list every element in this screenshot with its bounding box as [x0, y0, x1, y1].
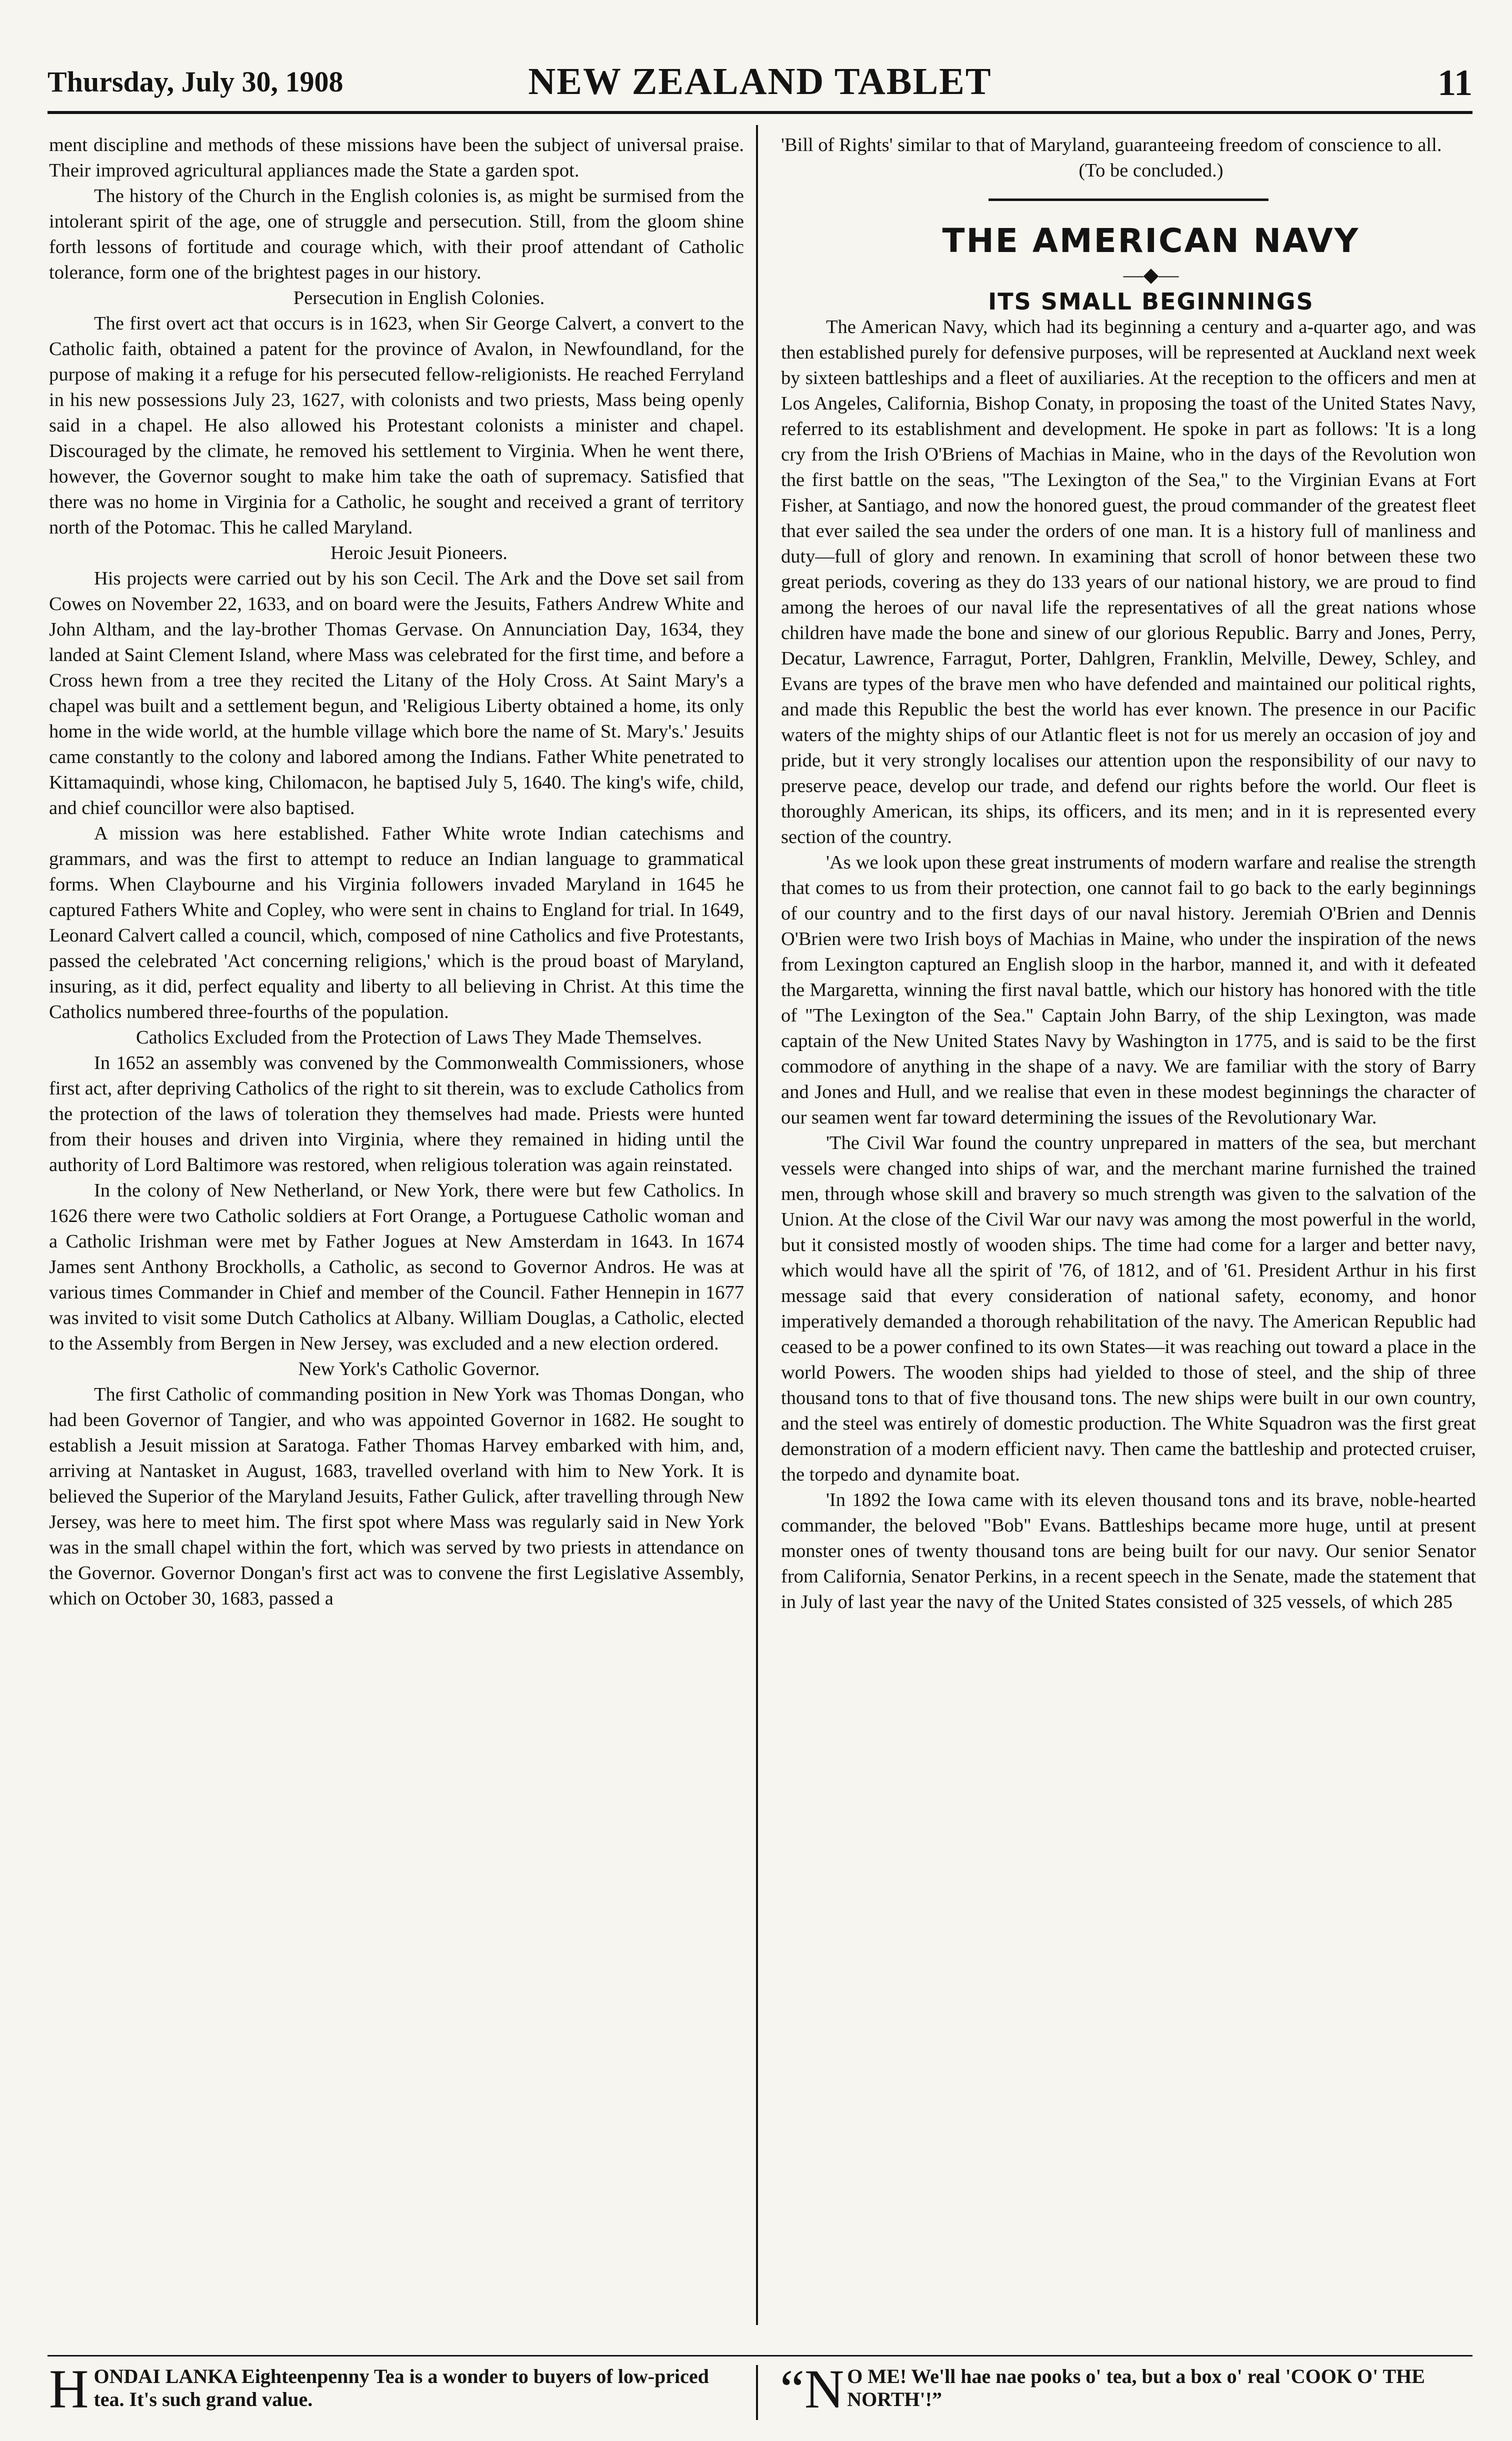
article-separator: [988, 198, 1268, 201]
paragraph: The American Navy, which had its beginning a century and a-quarter ago, and was then established purely for defensive purposes, will be represented at Auckland next week by sixteen battleships and a fleet of auxiliaries. At the reception to the officers and men at Los Angeles, California, Bishop Conaty, in proposing the toast of the United States Navy, referred to its establishment and development. He spoke in part as follows: 'It is a long cry from the Irish O'Briens of Machias in Maine, who in the days of the Revolution won the first battle on the seas, "The Lexington of the Sea," to the Virginian Evans at Fort Fisher, at Santiago, and now the honored guest, the proud commander of the greatest fleet that ever sailed the sea under the orders of one man. It is a history full of manliness and duty—full of glory and renown. In examining that scroll of honor between these two great periods, covering as they do 133 years of our national history, we are proud to find among the heroes of our naval life the representatives of all the great nations whose children have made the bone and sinew of our glorious Republic. Barry and Jones, Perry, Decatur, Lawrence, Farragut, Porter, Dahlgren, Franklin, Melville, Dewey, Schley, and Evans are types of the brave men who have defended and maintained our political rights, and made this Republic the best the world has ever known. The presence in our Pacific waters of the mighty ships of our Atlantic fleet is not for us merely an occasion of joy and pride, but it very strongly localises our attention upon the responsibility of our navy to preserve peace, develop our trade, and defend our rights before the world. Our fleet is thoroughly American, its ships, its officers, and its men; and in it is represented every section of the country.: [781, 316, 1476, 848]
newspaper-title: NEW ZEALAND TABLET: [528, 60, 992, 102]
footer-divider: [756, 2365, 758, 2420]
paragraph: His projects were carried out by his son Cecil. The Ark and the Dove set sail from Cowes on November 22, 1633, and on board were the Jesuits, Fathers Andrew White and John Altham, and the lay-brother Thomas Gervase. On Annunciation Day, 1634, they landed at Saint Clement Island, where Mass was celebrated for the first time, and before a Cross hewn from a tree they recited the Litany of the Holy Cross. At Saint Mary's a chapel was built and a settlement begun, and 'Religious Liberty obtained a home, its only home in the wide world, at the humble village which bore the name of St. Mary's.' Jesuits came constantly to the colony and labored among the Indians. Father White penetrated to Kittamaquindi, whose king, Chilomacon, he baptised July 5, 1640. The king's wife, child, and chief councillor were also baptised.: [49, 568, 744, 818]
paragraph: In 1652 an assembly was convened by the Commonwealth Commissioners, whose first act, after depriving Catholics of the right to sit therein, was to exclude Catholics from the protection of the laws of toleration they themselves had made. Priests were hunted from their houses and driven into Virginia, where they remained in hiding until the authority of Lord Baltimore was restored, when religious toleration was again reinstated.: [49, 1052, 744, 1176]
ornament-divider: —◆—: [1123, 264, 1179, 286]
section-subhead: Heroic Jesuit Pioneers.: [330, 542, 508, 564]
paragraph: The first Catholic of commanding position in New York was Thomas Dongan, who had been Governor of Tangier, and who was appointed Governor in 1682. He sought to establish a Jesuit mission at Saratoga. Father Thomas Harvey embarked with him, and, arriving at Nantasket in August, 1683, travelled overland with him to New York. It is believed the Superior of the Maryland Jesuits, Father Gulick, after travelling through New Jersey, was here to meet him. The first spot where Mass was regularly said in New York was in the small chapel within the fort, which was served by two priests in attendance on the Governor. Governor Dongan's first act was to convene the first Legislative Assembly, which on October 30, 1683, passed a: [49, 1384, 744, 1609]
footer-rule: [48, 2355, 1472, 2356]
continuation-paragraph: 'Bill of Rights' similar to that of Maryland, guaranteeing freedom of conscience to all.: [781, 134, 1442, 156]
paragraph: 'As we look upon these great instruments of modern warfare and realise the strength that comes to us from their protection, one cannot fail to go back to the early beginnings of our country and to the first days of our naval history. Jeremiah O'Brien and Dennis O'Brien were two Irish boys of Machias in Maine, who under the inspiration of the news from Lexington captured an English sloop in the harbor, manned it, and with it defeated the Margaretta, winning the first naval battle, which our history has honored with the title of "The Lexington of the Sea." Captain John Barry, of the ship Lexington, was made captain of the New United States Navy by Washington in 1775, and is said to be the first commodore of anything in the shape of a navy. We are familiar with the story of Barry and Jones and Hull, and we realise that even in these modest beginnings the character of our seamen went far toward determining the issues of the Revolutionary War.: [781, 852, 1476, 1128]
left-column: [49, 132, 744, 1612]
ad-text: O ME! We'll hae nae pooks o' tea, but a box o' real 'COOK O' THE NORTH'!”: [847, 2365, 1425, 2410]
paragraph: 'In 1892 the Iowa came with its eleven thousand tons and its brave, noble-hearted commander, the beloved "Bob" Evans. Battleships became more huge, until at present monster ones of twenty thousand tons are being built for our navy. Our senior Senator from California, Senator Perkins, in a recent speech in the Senate, made the statement that in July of last year the navy of the United States consisted of 325 vessels, of which 285: [781, 1490, 1476, 1612]
advertisement-hondai-lanka: [49, 2358, 739, 2420]
section-subhead: New York's Catholic Governor.: [298, 1358, 540, 1380]
section-subhead: Catholics Excluded from the Protection of Laws They Made Themselves.: [136, 1027, 702, 1048]
article-subheadline: ITS SMALL BEGINNINGS: [988, 288, 1314, 315]
right-column: [781, 132, 1476, 1615]
paragraph: The history of the Church in the English colonies is, as might be surmised from the intolerant spirit of the age, one of struggle and persecution. Still, from the gloom shine forth lessons of fortitude and courage which, with their proof attendant of Catholic tolerance, form one of the brightest pages in our history.: [49, 186, 744, 283]
page-number: 11: [1438, 62, 1472, 104]
advertisement-cook-o-the-north: [780, 2358, 1475, 2420]
to-be-concluded-note: (To be concluded.): [1078, 160, 1224, 181]
masthead-rule: [48, 111, 1472, 114]
paragraph: ment discipline and methods of these missions have been the subject of universal praise. Their improved agricultural appliances made the State a garden spot.: [49, 134, 744, 181]
drop-cap: H: [49, 2358, 89, 2420]
drop-cap: “N: [780, 2358, 844, 2420]
masthead: [48, 60, 1472, 110]
paragraph: The first overt act that occurs is in 1623, when Sir George Calvert, a convert to the Catholic faith, obtained a patent for the province of Avalon, in Newfoundland, for the purpose of making it a refuge for his persecuted fellow-religionists. He reached Ferryland in his new possessions July 23, 1627, with colonists and two priests, Mass being openly said in a chapel. He also allowed his Protestant colonists a minister and chapel. Discouraged by the climate, he removed his settlement to Virginia. When he went there, however, the Governor sought to make him take the oath of supremacy. Satisfied that there was no home in Virginia for a Catholic, he sought and received a grant of territory north of the Potomac. This he called Maryland.: [49, 313, 744, 538]
paragraph: In the colony of New Netherland, or New York, there were but few Catholics. In 1626 there were two Catholic soldiers at Fort Orange, a Portuguese Catholic woman and a Catholic Irishman were met by Father Jogues at New Amsterdam in 1643. In 1674 James sent Anthony Brockholls, a Catholic, as second to Governor Andros. He was at various times Commander in Chief and member of the Council. Father Hennepin in 1677 was invited to visit some Dutch Catholics at Albany. William Douglas, a Catholic, elected to the Assembly from Bergen in New Jersey, was excluded and a new election ordered.: [49, 1180, 744, 1354]
section-subhead: Persecution in English Colonies.: [293, 288, 545, 308]
paragraph: A mission was here established. Father White wrote Indian catechisms and grammars, and was the first to attempt to reduce an Indian language to grammatical forms. When Claybourne and his Virginia followers invaded Maryland in 1645 he captured Fathers White and Copley, who were sent in chains to England for trial. In 1649, Leonard Calvert called a council, which, composed of nine Catholics and five Protestants, passed the celebrated 'Act concerning religions,' which is the proud boast of Maryland, insuring, as it did, perfect equality and liberty to all believing in Christ. At this time the Catholics numbered three-fourths of the population.: [49, 823, 744, 1022]
column-divider: [756, 125, 758, 2325]
article-headline: THE AMERICAN NAVY: [942, 222, 1360, 260]
paragraph: 'The Civil War found the country unprepared in matters of the sea, but merchant vessels were changed into ships of war, and the merchant marine furnished the trained men, through whose skill and bravery so much strength was given to the salvation of the Union. At the close of the Civil War our navy was among the most powerful in the world, but it consisted mostly of wooden ships. The time had come for a larger and better navy, which would have all the spirit of '76, of 1812, and of '61. President Arthur in his first message said that every consideration of national safety, economy, and honor imperatively demanded a thorough rehabilitation of the navy. The American Republic had ceased to be a power confined to its own States—it was reaching out toward a place in the world Powers. The wooden ships had yielded to those of steel, and the ship of three thousand tons to that of five thousand tons. The new ships were built in our own country, and the steel was entirely of domestic production. The White Squadron was the first great demonstration of a modern efficient navy. Then came the battleship and protected cruiser, the torpedo and dynamite boat.: [781, 1132, 1476, 1485]
issue-date: Thursday, July 30, 1908: [48, 66, 344, 98]
ad-text: ONDAI LANKA Eighteenpenny Tea is a wonder to buyers of low-priced tea. It's such grand value.: [94, 2365, 709, 2410]
